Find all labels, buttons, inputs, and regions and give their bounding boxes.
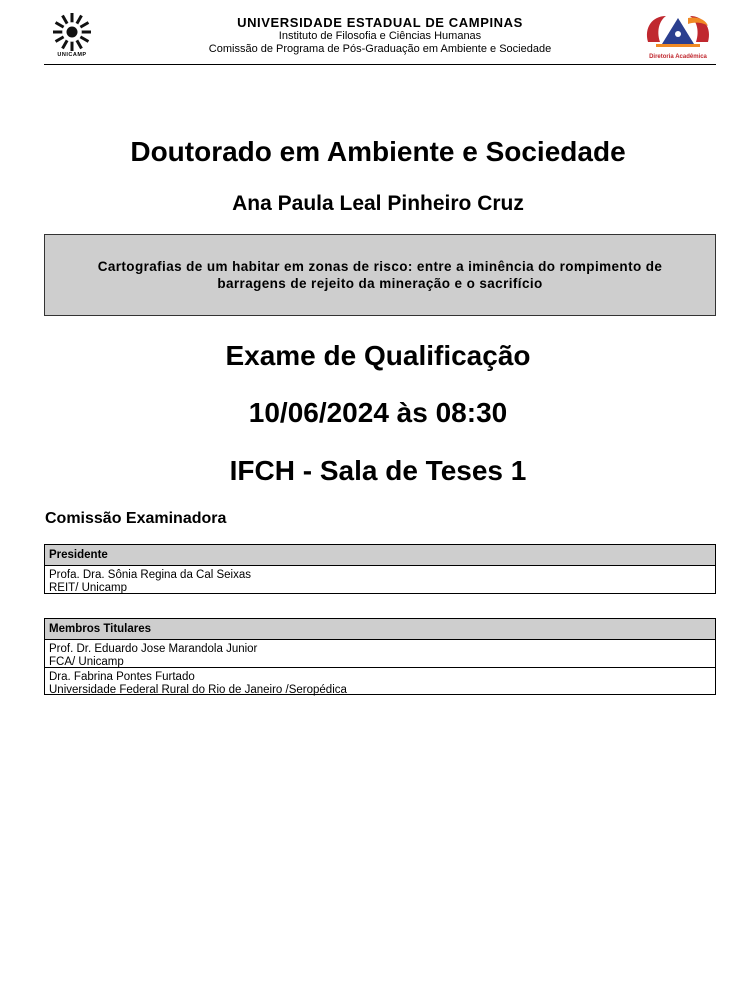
unicamp-logo-text: UNICAMP: [57, 52, 87, 58]
exam-datetime: 10/06/2024 às 08:30: [248, 397, 508, 428]
member-name: Profa. Dra. Sônia Regina da Cal Seixas: [49, 569, 251, 581]
president-table: [44, 544, 716, 594]
diretoria-academica-logo: [642, 12, 714, 62]
titulares-table-header: Membros Titulares: [45, 619, 715, 640]
commission-name: Comissão de Programa de Pós-Graduação em Ambiente e Sociedade: [208, 43, 552, 55]
thesis-title-box: [44, 234, 716, 316]
dac-emblem-icon: [642, 12, 714, 54]
member-name: Prof. Dr. Eduardo Jose Marandola Junior: [49, 643, 258, 655]
thesis-title: Cartografias de um habitar em zonas de risco: entre a iminência do rompimento de barragens de rejeito da mineração e o sacrifício: [97, 259, 663, 291]
exam-type: Exame de Qualificação: [225, 340, 531, 371]
program-title: Doutorado em Ambiente e Sociedade: [130, 136, 626, 167]
titulares-table: [44, 618, 716, 695]
institute-name: Instituto de Filosofia e Ciências Humanas: [278, 30, 482, 42]
committee-member-row: [45, 566, 715, 593]
exam-location: IFCH - Sala de Teses 1: [229, 455, 527, 486]
member-affiliation: FCA/ Unicamp: [49, 656, 124, 668]
document-header: [44, 10, 716, 65]
member-affiliation: REIT/ Unicamp: [49, 582, 127, 594]
committee-member-row: [45, 667, 715, 694]
president-table-header: Presidente: [45, 545, 715, 566]
header-text: [44, 15, 716, 56]
member-name: Dra. Fabrina Pontes Furtado: [49, 671, 195, 683]
university-name: UNIVERSIDADE ESTADUAL DE CAMPINAS: [237, 15, 523, 30]
committee-member-row: [45, 640, 715, 667]
member-affiliation: Universidade Federal Rural do Rio de Janeiro /Seropédica: [49, 684, 347, 696]
committee-heading: Comissão Examinadora: [45, 510, 227, 527]
dac-logo-text: Diretoria Acadêmica: [649, 54, 707, 60]
student-name: Ana Paula Leal Pinheiro Cruz: [232, 192, 524, 215]
